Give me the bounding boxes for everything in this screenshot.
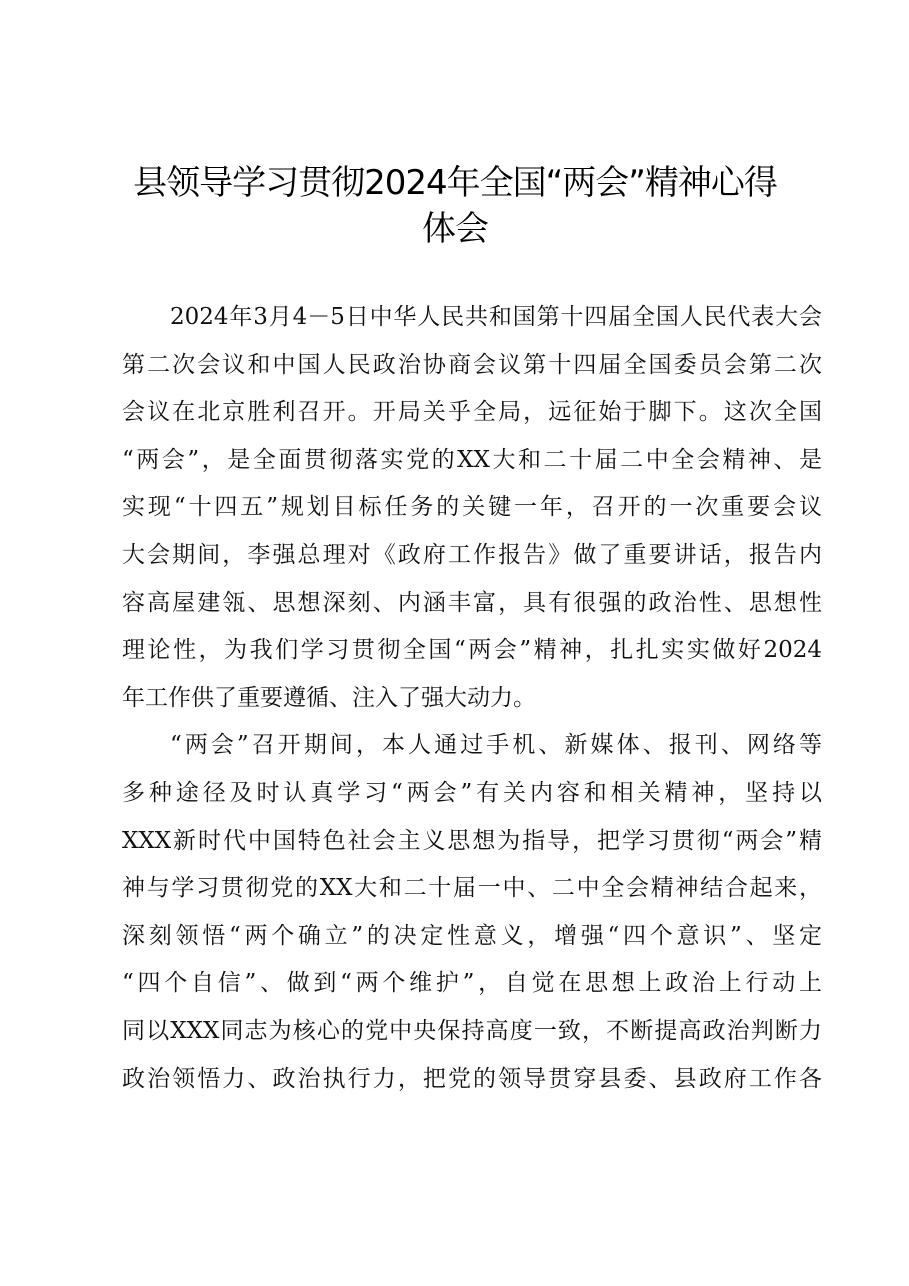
paragraph-line: 同以XXX同志为核心的党中央保持高度一致，不断提高政治判断力 <box>122 1017 822 1044</box>
paragraph-line: “两会”，是全面贯彻落实党的XX大和二十届二中全会精神、是 <box>122 446 822 473</box>
paragraph-line: 年工作供了重要遵循、注入了强大动力。 <box>122 684 536 711</box>
paragraph-line: 大会期间，李强总理对《政府工作报告》做了重要讲话，报告内 <box>122 541 822 568</box>
paragraph-line: XXX新时代中国特色社会主义思想为指导，把学习贯彻“两会”精 <box>122 827 822 854</box>
paragraph-line: 政治领悟力、政治执行力，把党的领导贯穿县委、县政府工作各 <box>122 1065 822 1092</box>
paragraph-line: “四个自信”、做到“两个维护”，自觉在思想上政治上行动上 <box>122 970 822 997</box>
paragraph-line: 2024年3月4－5日中华人民共和国第十四届全国人民代表大会 <box>170 304 822 330</box>
title-line-1: 县领导学习贯彻2024年全国“两会”精神心得 <box>133 163 777 203</box>
paragraph-2 <box>122 722 822 1103</box>
paragraph-line: 多种途径及时认真学习“两会”有关内容和相关精神，坚持以 <box>122 779 822 806</box>
title-line-2: 体会 <box>422 209 488 249</box>
paragraph-line: 神与学习贯彻党的XX大和二十届一中、二中全会精神结合起来， <box>122 875 822 902</box>
paragraph-1 <box>122 294 822 722</box>
document-title <box>110 160 800 252</box>
document-body <box>122 294 822 1103</box>
paragraph-line: “两会”召开期间，本人通过手机、新媒体、报刊、网络等 <box>170 732 822 759</box>
paragraph-line: 第二次会议和中国人民政治协商会议第十四届全国委员会第二次 <box>122 351 822 378</box>
paragraph-line: 实现“十四五”规划目标任务的关键一年，召开的一次重要会议 <box>122 494 822 521</box>
paragraph-line: 容高屋建瓴、思想深刻、内涵丰富，具有很强的政治性、思想性 <box>122 589 822 616</box>
paragraph-line: 会议在北京胜利召开。开局关乎全局，远征始于脚下。这次全国 <box>122 399 822 426</box>
paragraph-line: 理论性，为我们学习贯彻全国“两会”精神，扎扎实实做好2024 <box>122 637 822 664</box>
paragraph-line: 深刻领悟“两个确立”的决定性意义，增强“四个意识”、坚定 <box>122 922 822 949</box>
